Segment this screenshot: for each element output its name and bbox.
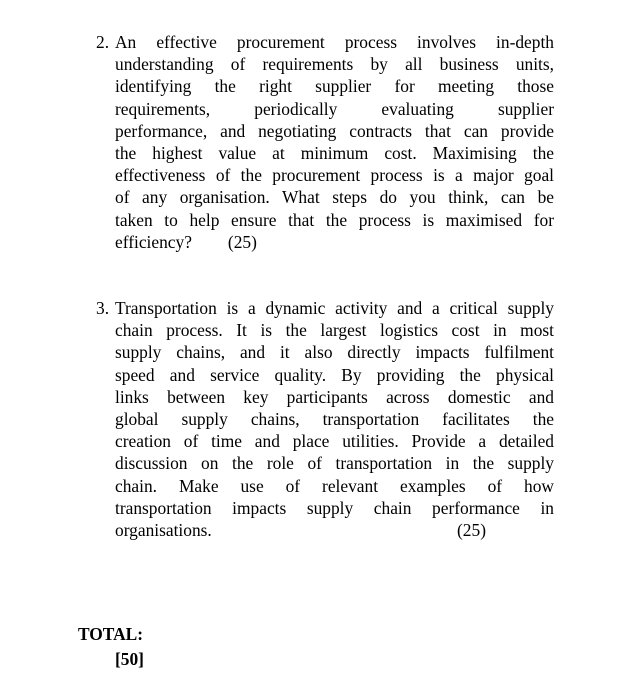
text-line: taken to help ensure that the process is maximised for: [115, 209, 554, 230]
question-text: [115, 297, 554, 541]
text-line: discussion on the role of transportation in the supply: [115, 453, 554, 474]
text-line: chain. Make use of relevant examples of how: [115, 475, 554, 496]
text-line: transportation impacts supply chain performance in: [115, 497, 554, 518]
text-line: global supply chains, transportation facilitates the: [115, 409, 554, 430]
text-line: An effective procurement process involves in-depth: [115, 32, 554, 52]
total-label: TOTAL:: [78, 624, 144, 644]
text-line: Transportation is a dynamic activity and a critical supply: [115, 298, 554, 318]
marks: (25): [457, 520, 486, 541]
text-line: chain process. It is the largest logistics cost in most: [115, 320, 554, 341]
total-value: [50]: [115, 649, 144, 669]
text-line: effectiveness of the procurement process is a major goal: [115, 165, 554, 186]
question-number: 3.: [96, 298, 110, 318]
text-line: speed and service quality. By providing the physical: [115, 364, 554, 385]
text-line: understanding of requirements by all business units,: [115, 54, 554, 75]
text-line: links between key participants across domestic and: [115, 386, 554, 407]
text-line: of any organisation. What steps do you think, can be: [115, 187, 554, 208]
text-line: creation of time and place utilities. Provide a detailed: [115, 431, 554, 452]
question-number: 2.: [96, 32, 110, 52]
text-line: performance, and negotiating contracts that can provide: [115, 120, 554, 141]
text-line-end: efficiency?: [115, 231, 192, 252]
text-line: [115, 231, 554, 253]
text-line: requirements, periodically evaluating supplier: [115, 98, 554, 119]
text-line: identifying the right supplier for meeting those: [115, 76, 554, 97]
question-3: [96, 297, 554, 541]
question-text: [115, 31, 554, 253]
text-line-end: organisations.: [115, 520, 212, 541]
text-line: supply chains, and it also directly impacts fulfilment: [115, 342, 554, 363]
text-line: [115, 519, 554, 541]
question-2: [96, 31, 554, 253]
text-line: the highest value at minimum cost. Maximising the: [115, 143, 554, 164]
marks: (25): [227, 231, 257, 252]
